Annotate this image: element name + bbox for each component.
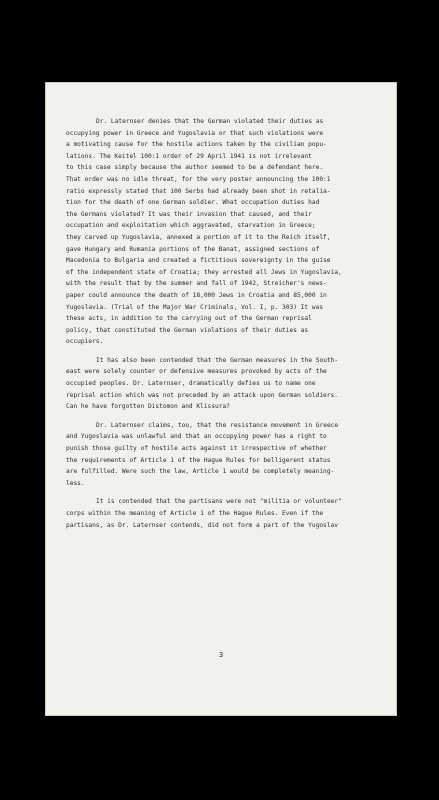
text-line: occupying power in Greece and Yugoslavia or that such violations were [66,129,324,137]
text-line: they carved up Yugoslavia, annexed a portion of it to the Reich itself, [66,233,331,241]
document-page [45,82,397,716]
text-line: the requirements of Article 1 of the Hague Rules for belligerent status [66,456,331,464]
text-line: ratio expressly stated that 100 Serbs had already been shot in retalia- [66,187,331,195]
document-body [66,116,385,538]
text-line: to this case simply because the author seemed to be a defendant here. [66,164,324,172]
text-line: the Germans violated? It was their invasion that caused, and their [66,210,312,218]
text-line: Dr. Laternser denies that the German violated their duties as [96,118,324,125]
text-line: east were solely counter or defensive measures provoked by acts of the [66,368,327,376]
text-line: policy, that constituted the German violations of their duties as [66,326,309,334]
text-line: with the result that by the summer and fall of 1942, Streicher's news- [66,280,327,288]
paragraph [66,496,385,531]
text-line: and Yugoslavia was unlawful and that an occupying power has a right to [66,433,327,441]
text-line: of the independent state of Croatia; they arrested all Jews in Yugoslavia, [66,268,342,276]
page-number: 3 [218,651,224,659]
text-line: partisans, as Dr. Laternser contends, did not form a part of the Yugoslav [66,521,338,529]
text-line: It has also been contended that the German measures in the South- [96,356,339,364]
text-line: That order was no idle threat, for the very poster announcing the 100:1 [66,175,331,183]
text-line: less. [66,479,85,487]
text-line: are fulfilled. Were such the law, Article 1 would be completely meaning- [66,468,335,476]
paragraph [66,116,385,348]
text-line: these acts, in addition to the carrying out of the German reprisal [66,315,312,323]
text-line: Macedonia to Bulgaria and created a fictitious sovereignty in the guise [66,257,331,265]
text-line: gave Hungary and Rumania portions of the Banat, assigned sections of [66,245,320,253]
text-line: occupiers. [66,338,104,346]
text-line: Yugoslavia. (Trial of the Major War Criminals, Vol. I, p. 303) It was [66,303,324,311]
text-line: corps within the meaning of Article 1 of the Hague Rules. Even if the [66,510,324,517]
paragraph [66,355,385,413]
text-line: a motivating cause for the hostile actions taken by the civilian popu- [66,141,327,149]
text-line: occupation and exploitation which aggravated, starvation in Greece; [66,222,316,230]
text-line: punish those guilty of hostile acts against it irrespective of whether [66,445,327,453]
text-line: Dr. Laternser claims, too, that the resistance movement in Greece [96,421,339,429]
text-line: Can he have forgotten Distomon and Klissura? [66,403,230,411]
text-line: tion for the death of one German soldier. What occupation duties had [66,199,320,207]
text-line: lations. The Keitel 100:1 order of 29 April 1941 is not irrelevant [66,152,312,160]
paragraph [66,420,385,490]
text-line: reprisal action which was not preceded by an attack upon German soldiers. [66,391,338,399]
text-line: It is contended that the partisans were not "militia or volunteer" [96,498,342,506]
text-line: paper could announce the death of 18,000 Jews in Croatia and 85,000 in [66,291,327,299]
text-line: occupied peoples. Dr. Laternser, dramatically defies us to name one [66,380,316,388]
